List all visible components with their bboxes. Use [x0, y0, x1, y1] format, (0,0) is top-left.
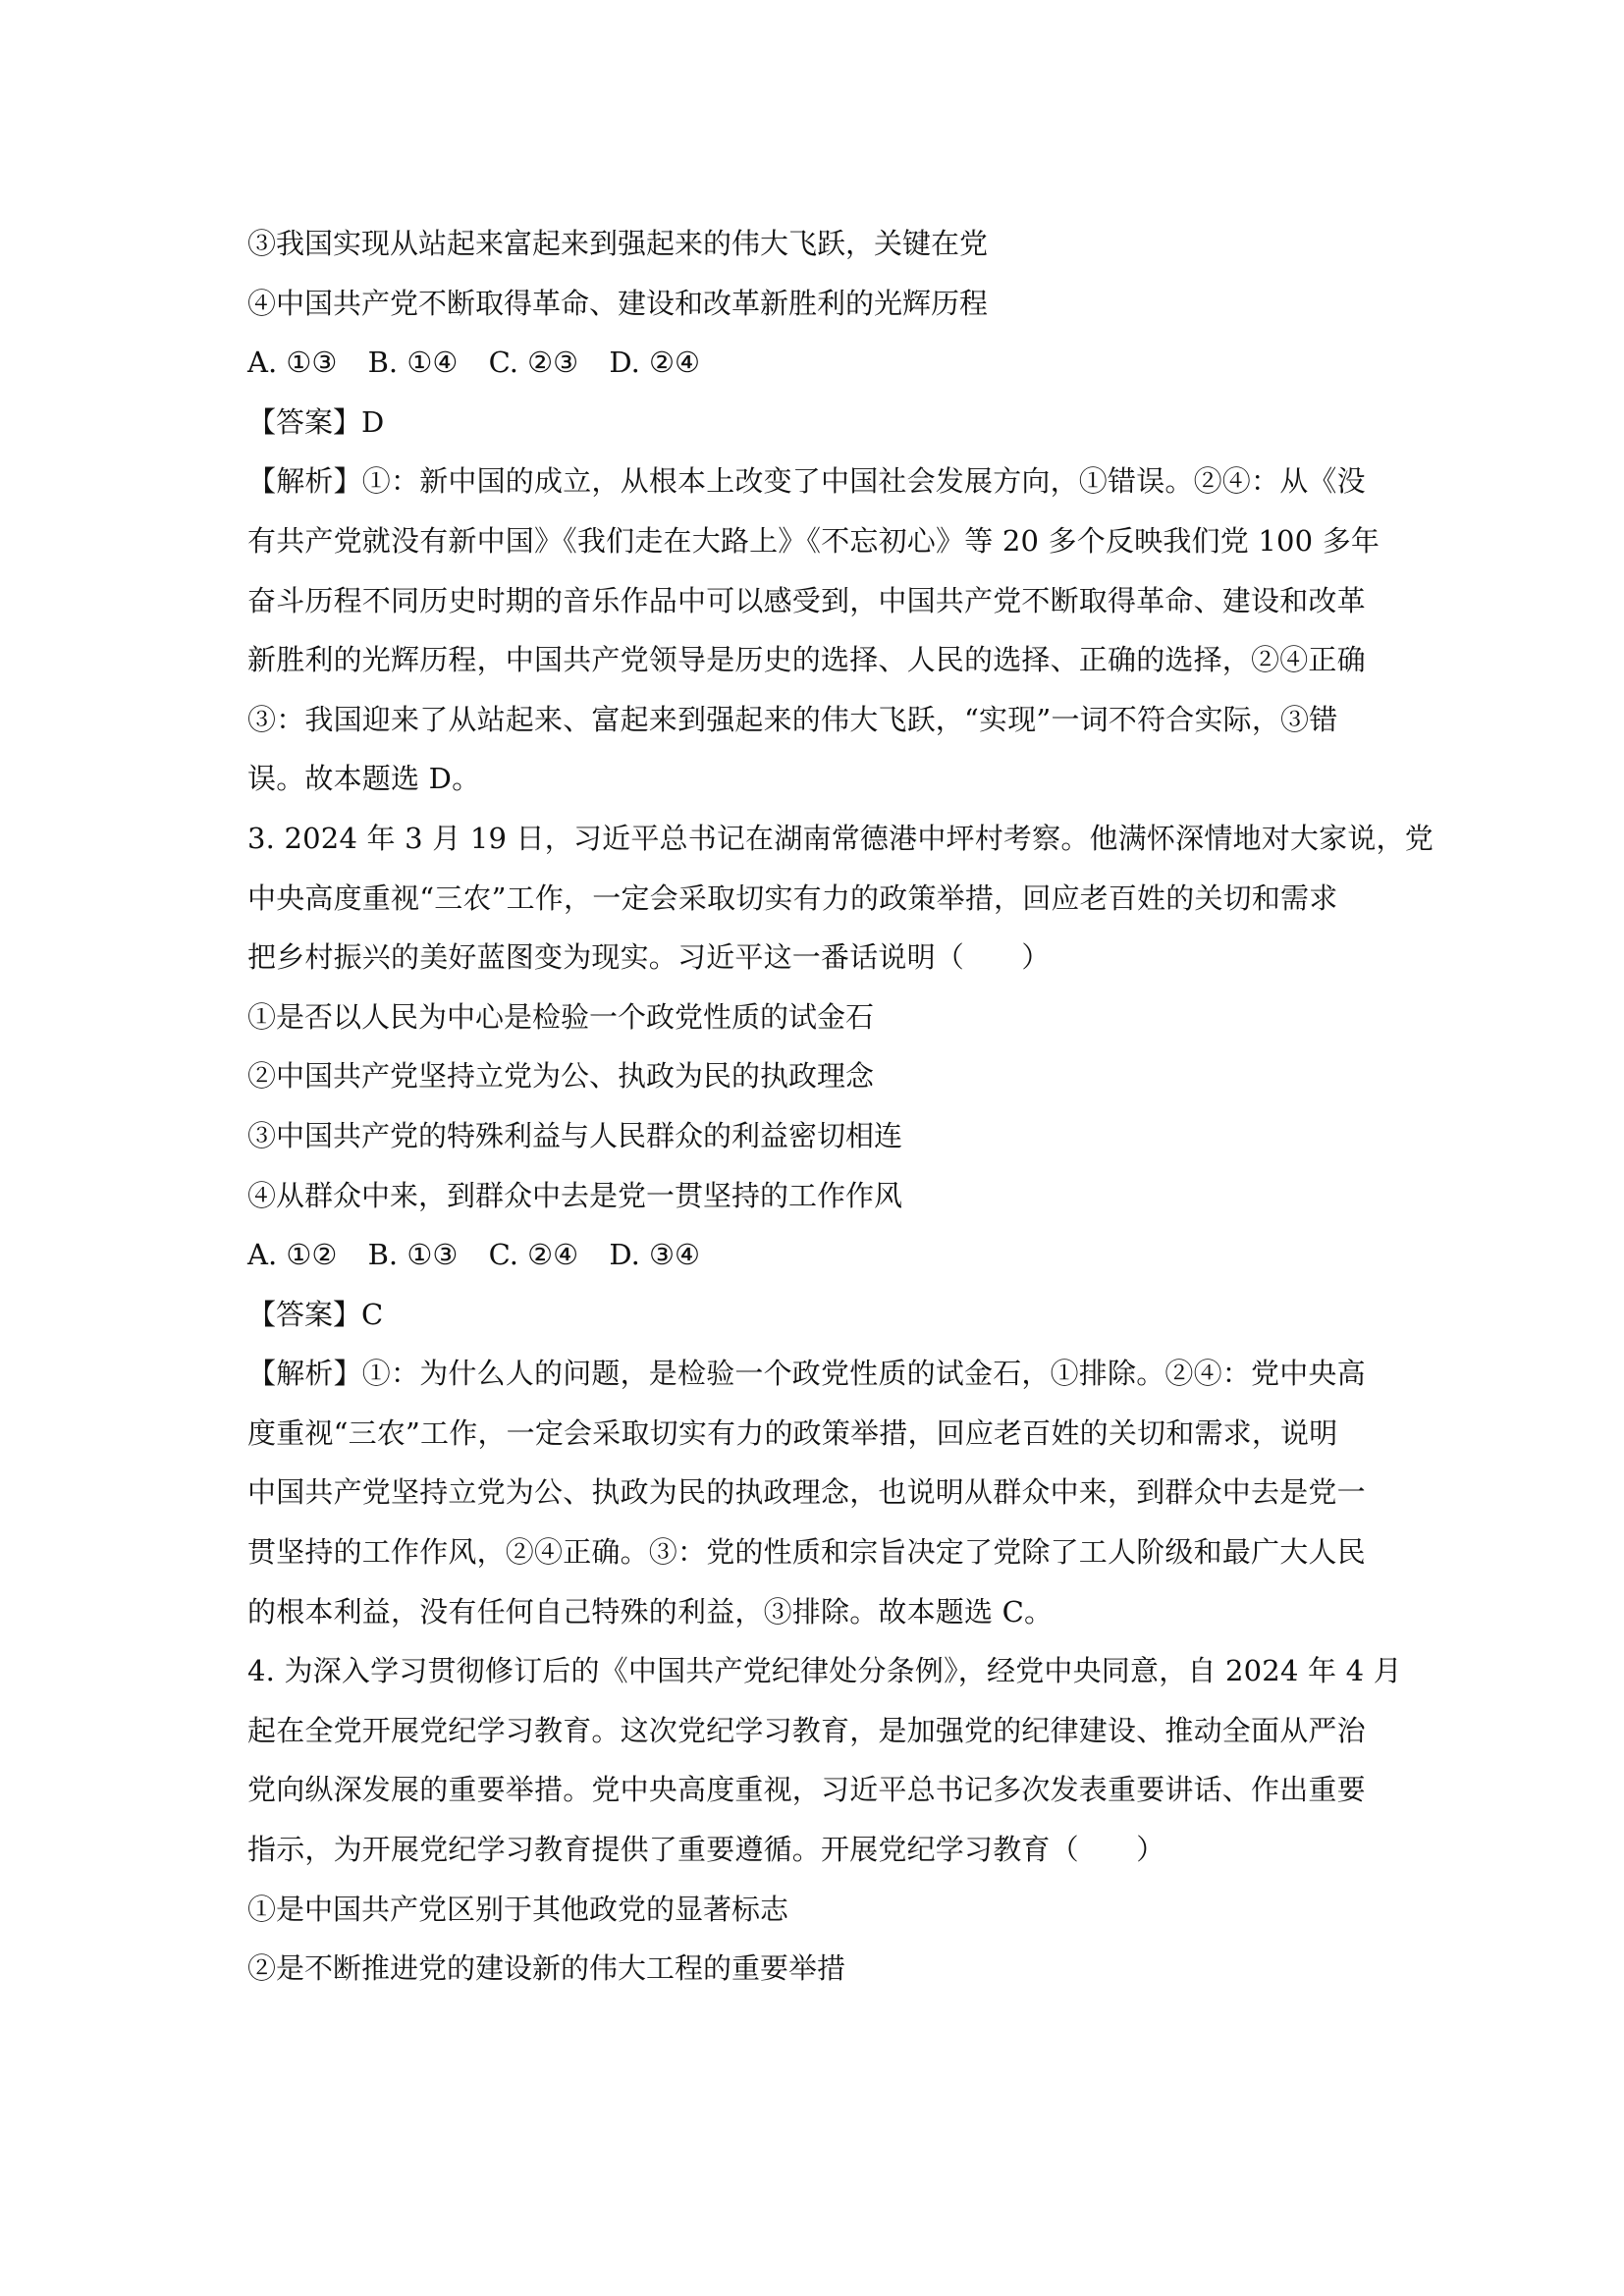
q3-choice-b: B. ①③: [367, 1238, 459, 1272]
q2-choice-c: C. ②③: [488, 346, 579, 380]
q2-choice-d: D. ②④: [609, 346, 701, 380]
q2-analysis-line: 奋斗历程不同历史时期的音乐作品中可以感受到，中国共产党不断取得革命、建设和改革: [247, 583, 1366, 617]
q2-analysis-line: 误。故本题选 D。: [247, 762, 481, 796]
q3-analysis: [247, 1344, 1386, 1641]
q2-option-item-3: ③我国实现从站起来富起来到强起来的伟大飞跃，关键在党: [247, 227, 989, 260]
q2-analysis: [247, 452, 1386, 809]
q3-stem-line: 3. 2024 年 3 月 19 日，习近平总书记在湖南常德港中坪村考察。他满怀深情地对大家说，党: [247, 821, 1434, 855]
q4-stem-line: 指示，为开展党纪学习教育提供了重要遵循。开展党纪学习教育（ ）: [247, 1833, 1165, 1867]
q3-stem-line: 把乡村振兴的美好蓝图变为现实。习近平这一番话说明（ ）: [247, 940, 1051, 975]
q3-option-item-2: ②中国共产党坚持立党为公、执政为民的执政理念: [247, 1059, 875, 1094]
q2-analysis-line: 【解析】①：新中国的成立，从根本上改变了中国社会发展方向，①错误。②④：从《没: [247, 464, 1366, 499]
q3-answer: 【答案】C: [247, 1297, 384, 1331]
q2-analysis-line: ③：我国迎来了从站起来、富起来到强起来的伟大飞跃，“实现”一词不符合实际，③错: [247, 702, 1338, 736]
q2-analysis-line: 新胜利的光辉历程，中国共产党领导是历史的选择、人民的选择、正确的选择，②④正确: [247, 643, 1366, 677]
q3-stem: [247, 809, 1434, 988]
q2-analysis-line: 有共产党就没有新中国》《我们走在大路上》《不忘初心》等 20 多个反映我们党 100 多年: [247, 523, 1380, 558]
q3-analysis-line: 中国共产党坚持立党为公、执政为民的执政理念，也说明从群众中来，到群众中去是党一: [247, 1475, 1366, 1510]
q3-choice-a: A. ①②: [247, 1238, 338, 1272]
q2-choice-a: A. ①③: [247, 346, 338, 380]
q4-stem-line: 4. 为深入学习贯彻修订后的《中国共产党纪律处分条例》，经党中央同意，自 2024 年 4 月: [247, 1654, 1402, 1688]
q4-stem-line: 起在全党开展党纪学习教育。这次党纪学习教育，是加强党的纪律建设、推动全面从严治: [247, 1713, 1366, 1747]
q3-stem-line: 中央高度重视“三农”工作，一定会采取切实有力的政策举措，回应老百姓的关切和需求: [247, 881, 1338, 915]
q4-stem-line: 党向纵深发展的重要举措。党中央高度重视，习近平总书记多次发表重要讲话、作出重要: [247, 1773, 1366, 1807]
q3-option-item-3: ③中国共产党的特殊利益与人民群众的利益密切相连: [247, 1118, 903, 1152]
q2-choices: [247, 333, 1386, 393]
q3-choice-d: D. ③④: [609, 1238, 701, 1272]
q3-analysis-line: 的根本利益，没有任何自己特殊的利益，③排除。故本题选 C。: [247, 1594, 1054, 1629]
q2-choice-b: B. ①④: [367, 346, 459, 380]
q3-choice-c: C. ②④: [488, 1238, 579, 1272]
q4-option-item-2: ②是不断推进党的建设新的伟大工程的重要举措: [247, 1951, 846, 1986]
q3-analysis-line: 贯坚持的工作作风，②④正确。③：党的性质和宗旨决定了党除了工人阶级和最广大人民: [247, 1535, 1366, 1570]
q2-option-item-4: ④中国共产党不断取得革命、建设和改革新胜利的光辉历程: [247, 286, 989, 320]
q3-analysis-line: 度重视“三农”工作，一定会采取切实有力的政策举措，回应老百姓的关切和需求，说明: [247, 1415, 1338, 1450]
q4-stem: [247, 1641, 1402, 1879]
q3-option-item-4: ④从群众中来，到群众中去是党一贯坚持的工作作风: [247, 1178, 903, 1212]
q2-answer: 【答案】D: [247, 404, 385, 439]
q4-option-item-1: ①是中国共产党区别于其他政党的显著标志: [247, 1892, 789, 1926]
q3-analysis-line: 【解析】①：为什么人的问题，是检验一个政党性质的试金石，①排除。②④：党中央高: [247, 1357, 1366, 1391]
q3-option-item-1: ①是否以人民为中心是检验一个政党性质的试金石: [247, 999, 875, 1034]
page-content: [247, 214, 1434, 1999]
q3-choices: [247, 1225, 1386, 1285]
